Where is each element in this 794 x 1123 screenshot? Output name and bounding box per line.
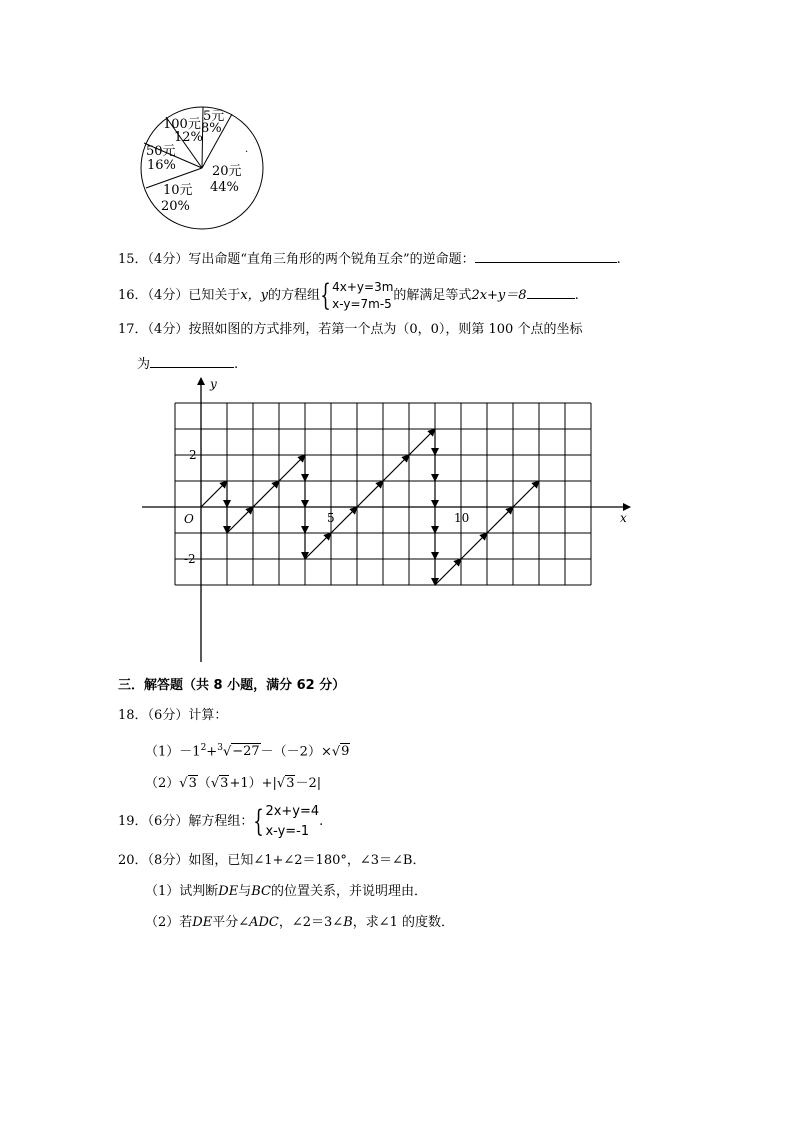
- q20-p2-end: ，求∠1 的度数．: [352, 915, 455, 930]
- q16-vars: x，y: [240, 288, 269, 303]
- question-18: [118, 708, 227, 724]
- slice-20-label: 20元: [212, 164, 242, 179]
- q20-p2: （2）若: [145, 915, 193, 930]
- q18-p1-label: （1）: [145, 744, 180, 760]
- q16-brace: {: [320, 277, 331, 313]
- path-arrow: [331, 507, 357, 533]
- q20-p1-end: 的位置关系，并说明理由．: [270, 884, 427, 899]
- path-arrow: [253, 481, 279, 507]
- q20-p2-mid: 平分∠: [212, 915, 250, 930]
- q16-condition: 2x+y＝8: [471, 288, 527, 303]
- q19-eq2: x-y=-1: [265, 823, 310, 839]
- q15-end: .: [616, 252, 621, 267]
- q18-p2-c: －2|: [295, 776, 322, 791]
- path-arrow: [305, 533, 331, 559]
- q20-p1-de: DE: [218, 884, 239, 899]
- y-tick-neg-2: -2: [184, 552, 196, 566]
- slice-20-percent: 44%: [210, 180, 239, 195]
- q17-answer-blank[interactable]: [150, 355, 234, 368]
- slice-5-label: 5元: [203, 109, 225, 124]
- q17-number: 17．（4分）: [118, 322, 189, 337]
- slice-100-label: 100元: [163, 117, 201, 132]
- origin-label: O: [184, 512, 194, 526]
- q20-p1-mid: 与: [238, 884, 252, 899]
- q16-mid: 的方程组: [268, 288, 321, 303]
- q18-number: 18．（6分）: [118, 708, 189, 723]
- path-arrow: [383, 455, 409, 481]
- q20-text: 如图，已知∠1+∠2＝180°，∠3＝∠B．: [188, 853, 426, 868]
- q19-end: .: [319, 814, 324, 829]
- pie-stray-mark: .: [245, 144, 249, 155]
- question-19: [118, 800, 323, 844]
- question-20: [118, 853, 425, 869]
- q20-number: 20．（8分）: [118, 853, 189, 868]
- q20-p1-bc: BC: [251, 884, 271, 899]
- x-tick-5: 5: [327, 511, 335, 525]
- q19-eq1: 2x+y=4: [265, 803, 320, 819]
- x-axis-label: x: [620, 511, 627, 525]
- q17-line2: 为: [137, 357, 151, 372]
- path-arrow: [487, 507, 513, 533]
- q18-part1: $(1)-1^2+^3√-27-(-2)\times√9$: [145, 743, 350, 760]
- q20-part2: [145, 915, 454, 931]
- q16-number: 16．（4分）: [118, 288, 189, 303]
- slice-50-label: 50元: [146, 144, 176, 159]
- path-arrow: [409, 429, 435, 455]
- q16-eq1: 4x+y=3m: [332, 279, 394, 294]
- q18-p2-radicand2: 3: [220, 776, 229, 791]
- path-arrow: [461, 533, 487, 559]
- q16-answer-blank[interactable]: [527, 286, 575, 299]
- q18-p1-exp: 2: [200, 743, 207, 753]
- q18-p2-radicand3: 3: [286, 776, 295, 791]
- path-arrow: [279, 455, 305, 481]
- q19-system: [265, 802, 319, 842]
- y-axis-label: y: [210, 377, 217, 391]
- q20-p2-adc: ADC: [249, 915, 279, 930]
- q18-part2: （2）√3（√3+1）+|√3－2|: [145, 776, 322, 791]
- q16-end: .: [574, 288, 579, 303]
- q19-text: 解方程组：: [188, 814, 254, 829]
- question-17: [118, 322, 582, 338]
- q17-end: .: [234, 357, 239, 372]
- path-arrow: [357, 481, 383, 507]
- path-arrow: [227, 507, 253, 533]
- q16-system: [332, 279, 393, 313]
- q18-p1-a: －1: [179, 744, 201, 760]
- q18-p1-index: 3: [217, 743, 223, 753]
- q20-part1: [145, 884, 427, 900]
- x-tick-10: 10: [454, 511, 470, 525]
- q18-p1-radicand: −27: [232, 744, 260, 760]
- q18-p2-label: （2）: [145, 776, 180, 791]
- q18-text: 计算：: [188, 708, 228, 723]
- q17-text: 按照如图的方式排列，若第一个点为（0，0），则第 100 个点的坐标: [188, 322, 583, 337]
- q19-brace: {: [253, 803, 265, 839]
- slice-5-percent: 8%: [201, 121, 222, 136]
- path-arrow: [201, 481, 227, 507]
- q19-number: 19．（6分）: [118, 814, 189, 829]
- q18-p1-c: －（－2）×: [260, 744, 332, 760]
- q18-p1-radicand2: 9: [341, 744, 350, 760]
- question-16: [118, 276, 579, 316]
- path-arrow: [435, 559, 461, 585]
- slice-50-percent: 16%: [147, 158, 176, 173]
- path-arrow: [513, 481, 539, 507]
- q18-p1-b: +: [206, 744, 218, 760]
- section-3-title: 三．解答题（共 8 小题，满分 62 分）: [118, 678, 346, 693]
- q15-number: 15．（4分）: [118, 252, 189, 267]
- slice-100-percent: 12%: [174, 130, 203, 145]
- y-tick-2: 2: [189, 448, 197, 462]
- q16-pre: 已知关于: [188, 288, 241, 303]
- q15-answer-blank[interactable]: [475, 250, 617, 263]
- q18-p2-radicand: 3: [188, 776, 197, 791]
- slice-10-label: 10元: [163, 183, 193, 198]
- q15-text: 写出命题“直角三角形的两个锐角互余”的逆命题：: [188, 252, 475, 267]
- q20-p2-de: DE: [192, 915, 213, 930]
- q16-eq2: x-y=7m-5: [332, 296, 392, 311]
- q20-p2-b: B: [343, 915, 353, 930]
- q16-post: 的解满足等式: [393, 288, 472, 303]
- q20-p1: （1）试判断: [145, 884, 219, 899]
- coordinate-grid-figure: [130, 370, 650, 670]
- q18-p2-b: +1）+|: [229, 776, 277, 791]
- question-15: [118, 250, 621, 268]
- slice-10-percent: 20%: [161, 199, 190, 214]
- q20-p2-rest: ，∠2＝3∠: [278, 915, 344, 930]
- q18-p2-a: （: [197, 776, 211, 791]
